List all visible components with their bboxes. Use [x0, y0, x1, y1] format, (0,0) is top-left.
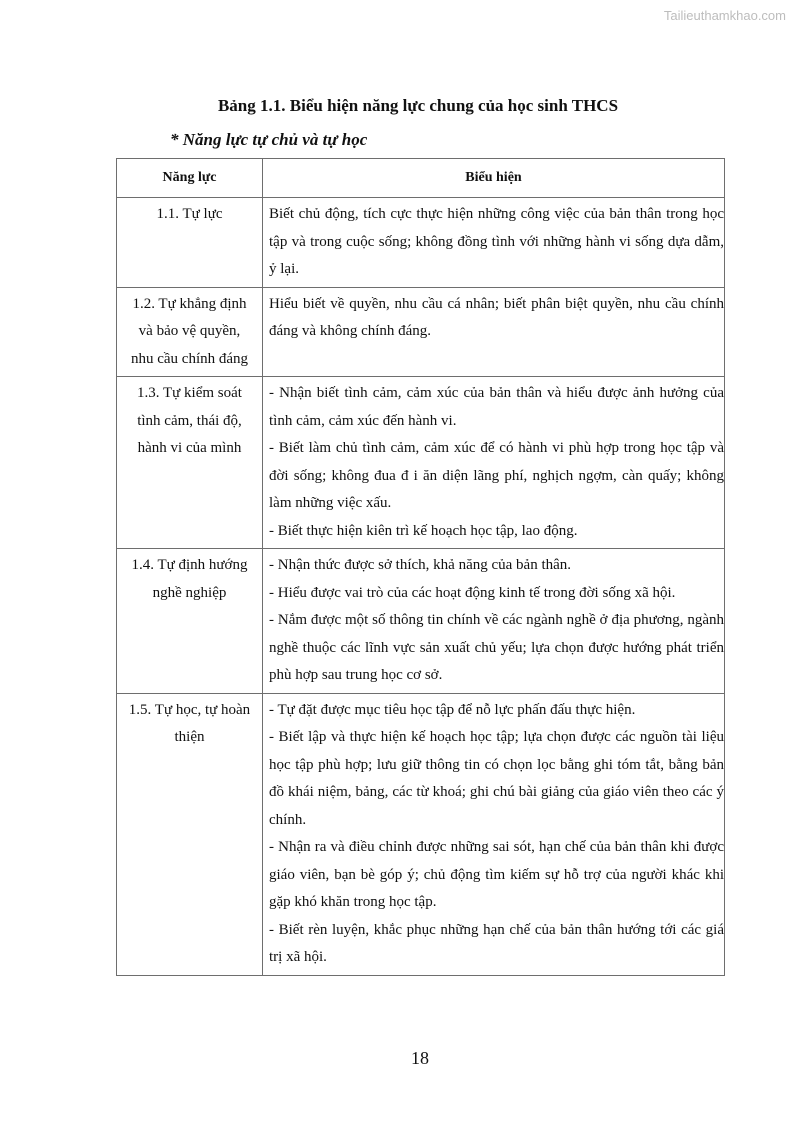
competency-line: thiện — [174, 729, 205, 745]
description-cell — [263, 693, 725, 975]
section-title: * Năng lực tự chủ và tự học — [170, 130, 368, 149]
description-cell — [263, 287, 725, 377]
description-line: - Biết thực hiện kiên trì kế hoạch học tập, lao động. — [269, 522, 578, 539]
table-row — [117, 693, 725, 975]
competency-line: 1.2. Tự khẳng định — [132, 295, 247, 312]
competency-line: tình cảm, thái độ, — [137, 412, 242, 429]
description-cell — [263, 198, 725, 288]
competency-line: 1.5. Tự học, tự hoàn — [128, 701, 251, 718]
competency-cell — [117, 377, 263, 549]
competency-table — [116, 158, 725, 976]
description-line: - Nắm được một số thông tin chính về các ngành nghề ở địa phương, ngành nghề thuộc các lĩnh vực sản xuất chủ yếu; lựa chọn được hướng phát triển phù hợp sau trung học cơ sở. — [269, 612, 724, 683]
header-description: Biểu hiện — [263, 159, 725, 198]
description-line: - Hiểu được vai trò của các hoạt động kinh tế trong đời sống xã hội. — [269, 584, 676, 601]
description-line: - Biết làm chủ tình cảm, cảm xúc để có hành vi phù hợp trong học tập và đời sống; không đua đ i ăn diện lãng phí, nghịch ngợm, càn quấy; không làm những việc xấu. — [269, 440, 724, 511]
description-line: Hiểu biết về quyền, nhu cầu cá nhân; biết phân biệt quyền, nhu cầu chính đáng và không chính đáng. — [269, 295, 724, 339]
description-line: Biết chủ động, tích cực thực hiện những công việc của bản thân trong học tập và trong cuộc sống; không đồng tình với những hành vi sống dựa dẫm, ỷ lại. — [269, 206, 724, 277]
header-competency: Năng lực — [117, 159, 263, 198]
description-line: - Biết rèn luyện, khắc phục những hạn chế của bản thân hướng tới các giá trị xã hội. — [269, 921, 724, 965]
competency-line: hành vi của mình — [137, 440, 242, 456]
competency-cell — [117, 549, 263, 694]
description-cell — [263, 377, 725, 549]
table-header-row — [117, 159, 725, 198]
watermark: Tailieuthamkhao.com — [663, 8, 786, 23]
competency-line: nhu cầu chính đáng — [130, 350, 249, 367]
competency-line: nghề nghiệp — [152, 584, 227, 601]
description-line: - Biết lập và thực hiện kế hoạch học tập; lựa chọn được các nguồn tài liệu học tập phù hợp; lưu giữ thông tin có chọn lọc bằng ghi tóm tắt, bằng bản đồ khái niệm, bảng, các từ khoá; ghi chú bài giảng của giáo viên theo các ý chính. — [269, 729, 724, 828]
table-row — [117, 377, 725, 549]
competency-line: và bảo vệ quyền, — [138, 323, 241, 339]
description-line: - Nhận ra và điều chỉnh được những sai sót, hạn chế của bản thân khi được giáo viên, bạn bè góp ý; chủ động tìm kiếm sự hỗ trợ của người khác khi gặp khó khăn trong học tập. — [269, 839, 724, 910]
table-title: Bảng 1.1. Biểu hiện năng lực chung của học sinh THCS — [217, 96, 619, 115]
description-cell — [263, 549, 725, 694]
description-line: - Nhận thức được sở thích, khả năng của bản thân. — [269, 557, 572, 573]
competency-cell — [117, 198, 263, 288]
table-row — [117, 287, 725, 377]
table-row — [117, 198, 725, 288]
description-line: - Nhận biết tình cảm, cảm xúc của bản thân và hiểu được ảnh hưởng của tình cảm, cảm xúc đến hành vi. — [269, 385, 724, 429]
competency-line: 1.4. Tự định hướng — [131, 557, 248, 573]
competency-line: 1.1. Tự lực — [156, 206, 223, 222]
description-line: - Tự đặt được mục tiêu học tập để nỗ lực phấn đấu thực hiện. — [269, 701, 636, 718]
competency-cell — [117, 693, 263, 975]
table-row — [117, 549, 725, 694]
competency-line: 1.3. Tự kiểm soát — [137, 385, 242, 401]
page-number: 18 — [411, 1048, 429, 1068]
competency-cell — [117, 287, 263, 377]
